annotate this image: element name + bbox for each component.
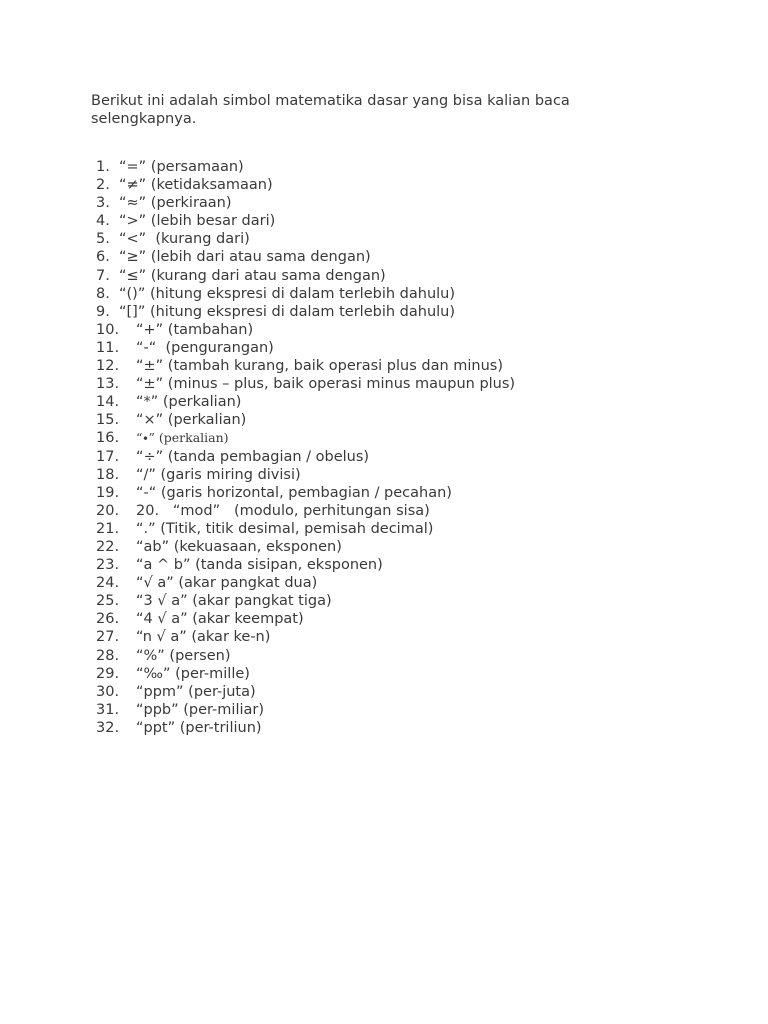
list-item-text: “n √ a” (akar ke-n) bbox=[136, 629, 271, 646]
list-item bbox=[96, 267, 515, 285]
list-item bbox=[96, 610, 515, 628]
list-item-text: “≈” (perkiraan) bbox=[119, 195, 232, 212]
list-item-text: “√ a” (akar pangkat dua) bbox=[136, 575, 318, 592]
list-item-text: “+” (tambahan) bbox=[136, 321, 254, 338]
list-item bbox=[96, 683, 515, 701]
list-item-text: “ppm” (per-juta) bbox=[136, 683, 256, 700]
list-item-text: “≤” (kurang dari atau sama dengan) bbox=[119, 267, 386, 284]
list-item bbox=[96, 411, 515, 429]
list-item-number: 7. bbox=[96, 267, 110, 284]
list-item bbox=[96, 303, 515, 321]
list-item bbox=[96, 230, 515, 248]
list-item-text: “=” (persamaan) bbox=[119, 159, 244, 175]
list-item-text: “3 √ a” (akar pangkat tiga) bbox=[136, 593, 332, 610]
list-item-number: 9. bbox=[96, 303, 110, 320]
list-item-text: “∙” (perkalian) bbox=[136, 430, 229, 446]
list-item-number: 1. bbox=[96, 159, 110, 175]
list-item-text: “4 √ a” (akar keempat) bbox=[136, 611, 304, 628]
list-item-number: 2. bbox=[96, 177, 110, 194]
list-item-text: “-“ (garis horizontal, pembagian / pecahan) bbox=[136, 484, 452, 501]
list-item-number: 22. bbox=[96, 538, 120, 555]
list-item-text: 20. “mod” (modulo, perhitungan sisa) bbox=[136, 502, 430, 519]
list-item-number: 20. bbox=[96, 502, 120, 519]
list-item bbox=[96, 357, 515, 375]
list-item bbox=[96, 520, 515, 538]
list-item bbox=[96, 285, 515, 303]
list-item-text: “×” (perkalian) bbox=[136, 412, 247, 429]
list-item bbox=[96, 448, 515, 466]
list-item-number: 32. bbox=[96, 719, 120, 736]
list-item-text: “‰” (per-mille) bbox=[136, 665, 250, 682]
list-item bbox=[96, 321, 515, 339]
list-item-text: “%” (persen) bbox=[136, 647, 231, 664]
list-item-number: 29. bbox=[96, 665, 120, 682]
list-item bbox=[96, 592, 515, 610]
list-item-number: 17. bbox=[96, 448, 120, 465]
list-item-number: 31. bbox=[96, 701, 120, 718]
list-item-number: 27. bbox=[96, 629, 120, 646]
list-item-number: 28. bbox=[96, 647, 120, 664]
list-item bbox=[96, 665, 515, 683]
list-item bbox=[96, 393, 515, 411]
list-item bbox=[96, 429, 515, 447]
list-item-number: 8. bbox=[96, 285, 110, 302]
list-item bbox=[96, 212, 515, 230]
list-item-number: 5. bbox=[96, 231, 110, 248]
list-item-text: “≥” (lebih dari atau sama dengan) bbox=[119, 249, 371, 266]
list-item-text: “()” (hitung ekspresi di dalam terlebih dahulu) bbox=[119, 285, 456, 302]
list-item bbox=[96, 248, 515, 266]
list-item bbox=[96, 158, 515, 176]
list-item-number: 26. bbox=[96, 611, 120, 628]
list-item-text: “[]” (hitung ekspresi di dalam terlebih dahulu) bbox=[119, 303, 456, 320]
list-item bbox=[96, 701, 515, 719]
list-item bbox=[96, 466, 515, 484]
list-item-number: 6. bbox=[96, 249, 110, 266]
list-item-text: “±” (minus – plus, baik operasi minus maupun plus) bbox=[136, 376, 516, 393]
list-item-number: 3. bbox=[96, 195, 110, 212]
list-item bbox=[96, 647, 515, 665]
list-item-number: 18. bbox=[96, 466, 120, 483]
list-item-number: 12. bbox=[96, 358, 120, 375]
list-item-text: “÷” (tanda pembagian / obelus) bbox=[136, 448, 370, 465]
list-item-number: 24. bbox=[96, 575, 120, 592]
list-item-text: “.” (Titik, titik desimal, pemisah decimal) bbox=[136, 520, 434, 537]
list-item-number: 14. bbox=[96, 394, 120, 411]
list-item-text: “/” (garis miring divisi) bbox=[136, 466, 301, 483]
list-item-text: “<” (kurang dari) bbox=[119, 231, 250, 248]
list-item-number: 11. bbox=[96, 339, 120, 356]
list-item-text: “≠” (ketidaksamaan) bbox=[119, 177, 273, 194]
list-item bbox=[96, 194, 515, 212]
list-item-number: 25. bbox=[96, 593, 120, 610]
list-item-text: “a ^ b” (tanda sisipan, eksponen) bbox=[136, 557, 383, 574]
list-item-number: 16. bbox=[96, 430, 120, 447]
list-item-text: “>” (lebih besar dari) bbox=[119, 213, 276, 230]
list-item bbox=[96, 502, 515, 520]
list-item-text: “*” (perkalian) bbox=[136, 394, 242, 411]
list-item-number: 23. bbox=[96, 557, 120, 574]
list-item-number: 13. bbox=[96, 376, 120, 393]
list-item bbox=[96, 176, 515, 194]
list-item-number: 10. bbox=[96, 321, 120, 338]
list-item bbox=[96, 556, 515, 574]
symbol-list bbox=[96, 158, 515, 737]
list-item-number: 15. bbox=[96, 412, 120, 429]
list-item-text: “ppt” (per-triliun) bbox=[136, 719, 262, 736]
list-item bbox=[96, 375, 515, 393]
list-item-number: 30. bbox=[96, 683, 120, 700]
list-item bbox=[96, 538, 515, 556]
list-item bbox=[96, 628, 515, 646]
list-item-text: “±” (tambah kurang, baik operasi plus dan minus) bbox=[136, 358, 504, 375]
list-item bbox=[96, 719, 515, 737]
list-item-text: “-“ (pengurangan) bbox=[136, 339, 274, 356]
list-item-text: “ab” (kekuasaan, eksponen) bbox=[136, 538, 342, 555]
list-item-number: 21. bbox=[96, 520, 120, 537]
list-item-number: 4. bbox=[96, 213, 110, 230]
list-item bbox=[96, 339, 515, 357]
list-item bbox=[96, 484, 515, 502]
intro-paragraph: Berikut ini adalah simbol matematika dasar yang bisa kalian baca selengkapnya. bbox=[91, 93, 570, 127]
list-item-number: 19. bbox=[96, 484, 120, 501]
list-item bbox=[96, 574, 515, 592]
list-item-text: “ppb” (per-miliar) bbox=[136, 701, 265, 718]
